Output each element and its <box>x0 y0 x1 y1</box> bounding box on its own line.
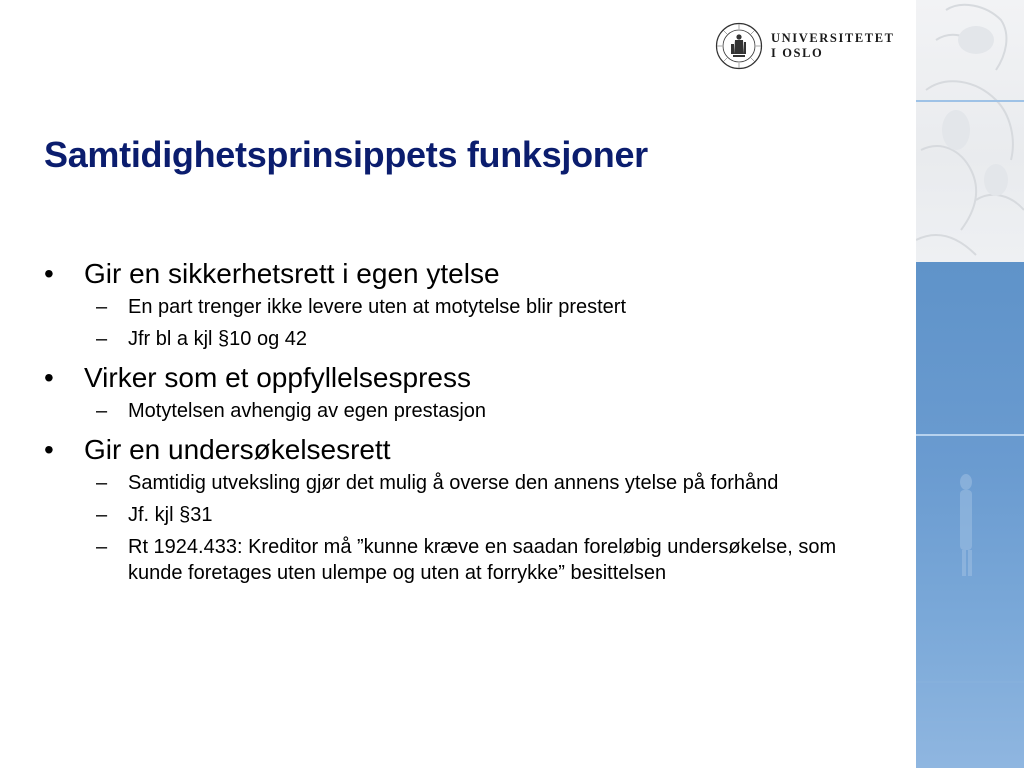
university-name <box>771 31 895 61</box>
sub-item <box>84 534 894 586</box>
statue-relief-graphic <box>916 0 1024 262</box>
bullet-marker: • <box>44 434 54 465</box>
university-logo <box>715 22 895 70</box>
university-seal-icon <box>715 22 763 70</box>
decorative-side-panel <box>916 0 1024 768</box>
sub-marker: – <box>96 328 108 350</box>
bullet-text: Virker som et oppfyllelsespress <box>84 362 471 393</box>
sub-marker: – <box>96 504 108 526</box>
bullet-text: Gir en sikkerhetsrett i egen ytelse <box>84 258 500 289</box>
sub-text: Motytelsen avhengig av egen prestasjon <box>128 400 487 422</box>
bullet-marker: • <box>44 362 54 393</box>
university-name-line1: UNIVERSITETET <box>771 31 895 45</box>
sub-text: En part trenger ikke levere uten at motytelse blir prestert <box>128 296 627 318</box>
side-divider-line <box>916 100 1024 102</box>
sub-text: Rt 1924.433: Kreditor må ”kunne kræve en saadan foreløbig undersøkelse, som kunde foretages uten ulempe og uten at forrykke” besittelsen <box>128 536 837 584</box>
sub-text: Samtidig utveksling gjør det mulig å overse den annens ytelse på forhånd <box>128 472 779 494</box>
sub-list <box>84 294 894 352</box>
sub-item <box>84 502 894 528</box>
bullet-text: Gir en undersøkelsesrett <box>84 434 391 465</box>
sub-marker: – <box>96 296 108 318</box>
sub-text: Jf. kjl §31 <box>128 504 213 526</box>
bullet-item <box>44 430 894 586</box>
sub-marker: – <box>96 472 108 494</box>
sub-text: Jfr bl a kjl §10 og 42 <box>128 328 307 350</box>
bullet-marker: • <box>44 258 54 289</box>
sub-list <box>84 398 894 424</box>
slide-title: Samtidighetsprinsippets funksjoner <box>44 134 648 175</box>
sub-list <box>84 470 894 586</box>
sub-marker: – <box>96 400 108 422</box>
side-panel-blue-area <box>916 262 1024 768</box>
university-name-line2: I OSLO <box>771 46 824 60</box>
side-panel-statue-area <box>916 0 1024 262</box>
sub-item <box>84 470 894 496</box>
sub-item <box>84 326 894 352</box>
bullet-list <box>44 254 894 592</box>
bullet-item <box>44 358 894 424</box>
sub-item <box>84 398 894 424</box>
bullet-item <box>44 254 894 352</box>
sub-marker: – <box>96 536 108 558</box>
faded-figure-graphic <box>916 262 1024 768</box>
side-divider-line <box>916 434 1024 436</box>
sub-item <box>84 294 894 320</box>
